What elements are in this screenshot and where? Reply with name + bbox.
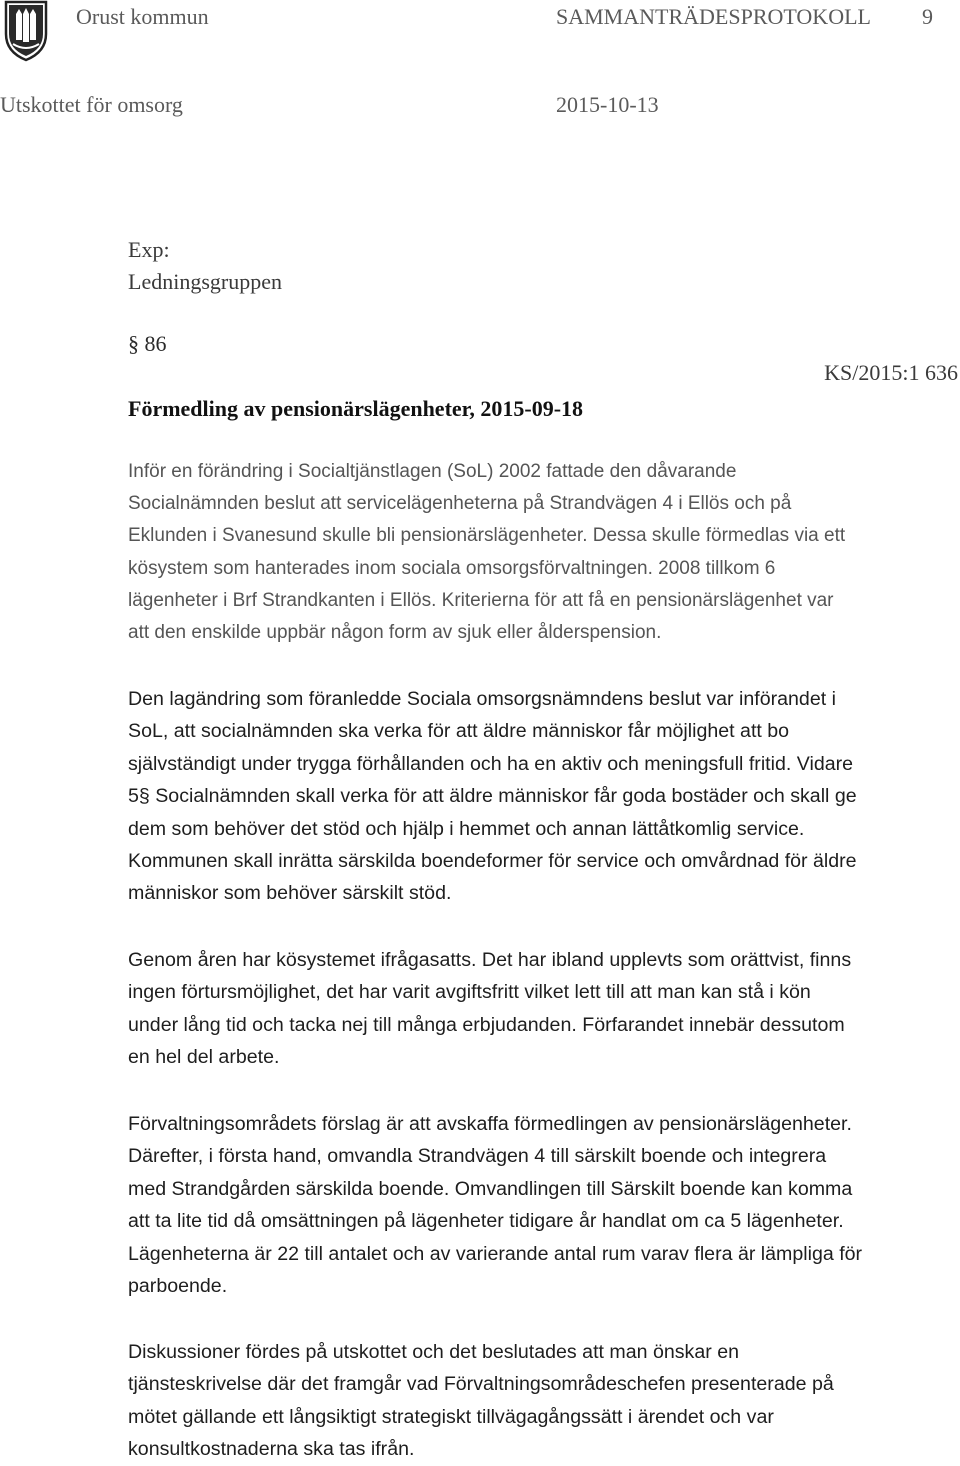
text-line: under lång tid och tacka nej till många erbjudanden. Förfarandet innebär dessutom [128,1013,845,1036]
committee-name: Utskottet för omsorg [0,92,183,117]
text-line: Eklunden i Svanesund skulle bli pensionärslägenheter. Dessa skulle förmedlas via ett [128,525,846,547]
text-line: 5§ Socialnämnden skall verka för att äldre människor får goda bostäder och skall ge [128,785,857,808]
recipient-item: Ledningsgruppen [128,269,282,294]
text-line: människor som behöver särskilt stöd. [128,882,452,905]
text-line: med Strandgården särskilda boende. Omvandlingen till Särskilt boende kan komma [128,1177,853,1200]
text-line: att den enskilde uppbär någon form av sjuk eller ålderspension. [128,622,662,644]
text-line: Lägenheterna är 22 till antalet och av varierande antal rum varav flera är lämpliga för [128,1242,863,1265]
text-line: SoL, att socialnämnden ska verka för att äldre människor får möjlighet att bo [128,720,790,743]
paragraph-sign: § [128,331,139,356]
text-line: Den lagändring som föranledde Sociala omsorgsnämndens beslut var införandet i [128,688,836,710]
recipients [128,234,282,298]
section-title: Förmedling av pensionärslägenheter, 2015-09-18 [128,396,584,421]
section-number-value: 86 [144,331,167,356]
text-line: en hel del arbete. [128,1046,280,1069]
text-line: mötet gällande ett långsiktigt strategiskt tillvägagångssätt i ärendet och var [128,1405,774,1428]
text-line: dem som behöver det stöd och hjälp i hemmet och annan lättåtkomlig service. [128,817,805,840]
document-type: SAMMANTRÄDESPROTOKOLL [556,4,871,29]
text-line: Kommunen skall inrätta särskilda boendeformer för service och omvårdnad för äldre [128,850,857,873]
paragraph-2 [128,683,960,910]
text-line: Förvaltningsområdets förslag är att avskaffa förmedlingen av pensionärslägenheter. [128,1113,852,1135]
section-number [128,331,167,357]
meeting-date: 2015-10-13 [556,92,659,117]
paragraph-1 [128,456,960,649]
text-line: konsultkostnaderna ska tas ifrån. [128,1438,415,1461]
text-line: parboende. [128,1275,228,1298]
paragraph-4 [128,1108,960,1302]
paragraph-3 [128,944,960,1074]
text-line: Genom åren har kösystemet ifrågasatts. Det har ibland upplevts som orättvist, finns [128,949,852,971]
paragraph-5 [128,1336,960,1466]
page-number: 9 [922,4,933,29]
text-line: Socialnämnden beslut att servicelägenheterna på Strandvägen 4 i Ellös och på [128,493,792,515]
text-line: kösystem som hanterades inom sociala omsorgsförvaltningen. 2008 tillkom 6 [128,557,776,579]
text-line: tjänsteskrivelse där det framgår vad Förvaltningsområdeschefen presenterade på [128,1373,834,1396]
text-line: ingen förtursmöjlighet, det har varit avgiftsfritt vilket lett till att man kan stå i kön [128,981,811,1004]
text-line: Inför en förändring i Socialtjänstlagen (SoL) 2002 fattade den dåvarande [128,461,737,482]
organization-name: Orust kommun [76,4,209,29]
text-line: Diskussioner fördes på utskottet och det beslutades att man önskar en [128,1341,740,1363]
municipality-coat-of-arms-icon [4,0,48,62]
text-line: lägenheter i Brf Strandkanten i Ellös. Kriterierna för att få en pensionärslägenhet var [128,589,834,611]
recipients-label: Exp: [128,237,170,262]
text-line: att ta lite tid då omsättningen på lägenheter tidigare år handlat om ca 5 lägenheter. [128,1210,844,1233]
text-line: Därefter, i första hand, omvandla Strandvägen 4 till särskilt boende och integrera [128,1145,827,1168]
text-line: självständigt under trygga förhållanden och ha en aktiv och meningsfull fritid. Vidare [128,752,854,775]
case-number: KS/2015:1 636 [824,360,958,385]
